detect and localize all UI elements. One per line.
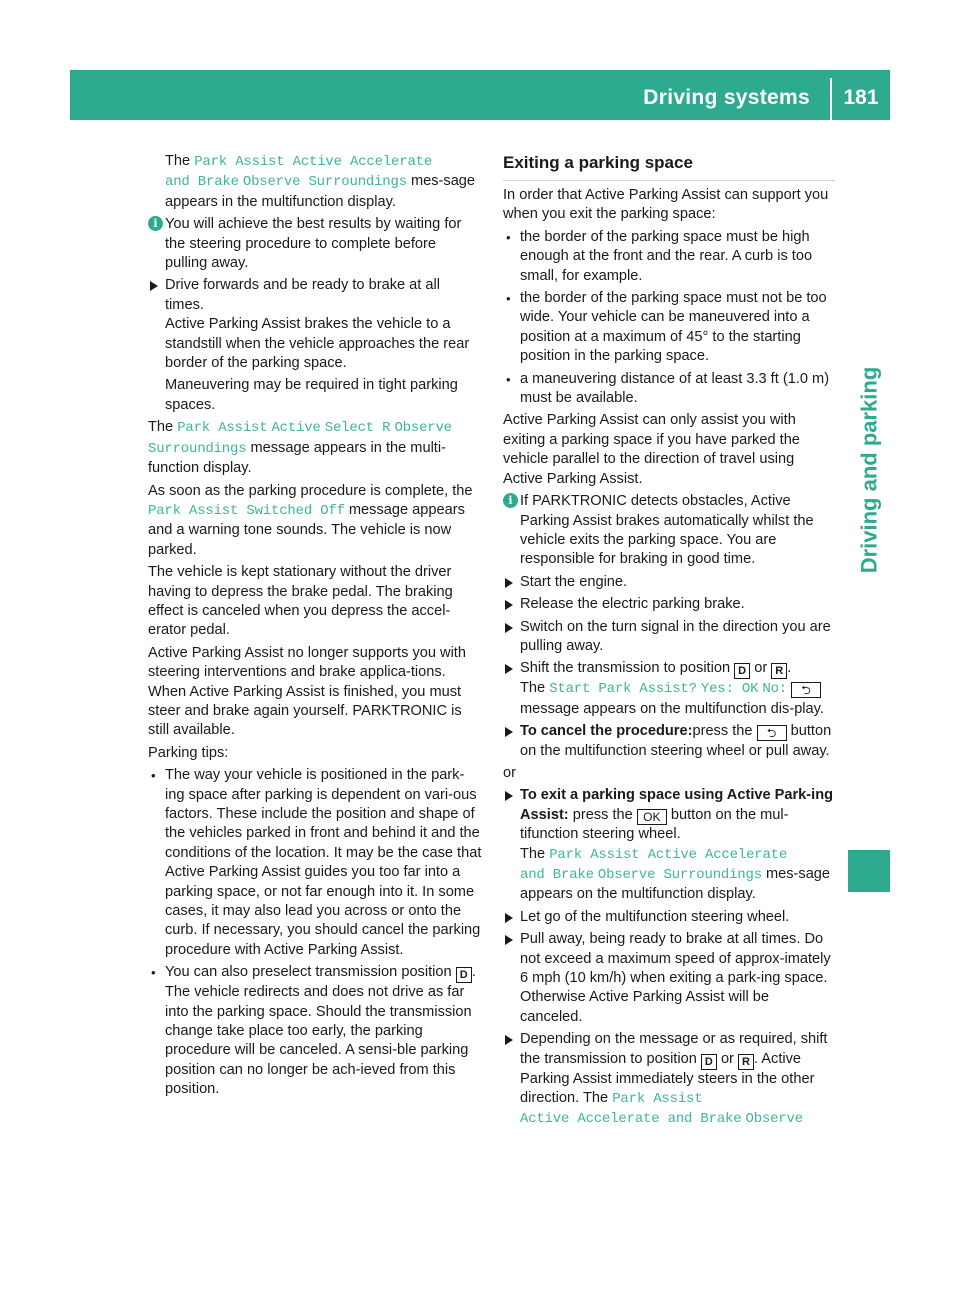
step-arrow-icon: [505, 935, 513, 945]
left-column: [148, 152, 482, 1103]
paragraph: Parking tips:: [148, 744, 229, 761]
section-title: Driving systems: [643, 86, 810, 109]
step: Depending on the message or as required, shift the transmission to position D or R . Active Parking Assist immediately steers in the other direction. The Park Assist Active Accelerate and Brake Observe: [503, 1030, 835, 1130]
paragraph: Active Parking Assist no longer supports you with steering interventions and brake applica-tions. When Active Parking Assist is finished, you must steer and brake again yourself. PARKTRONIC is still available.: [148, 644, 466, 739]
back-key-icon: ⮌: [791, 682, 821, 698]
page-number: 181: [843, 86, 879, 109]
info-note: i You will achieve the best results by waiting for the steering procedure to complete before pulling away.: [148, 215, 482, 273]
list-item: • the border of the parking space must not be too wide. Your vehicle can be maneuvered into a position at a maximum of 45° to the starting position in the parking space.: [503, 289, 835, 367]
paragraph: As soon as the parking procedure is complete, the Park Assist Switched Off message appears and a warning tone sounds. The vehicle is now parked.: [148, 482, 473, 558]
step-arrow-icon: [505, 1035, 513, 1045]
list-item: • The way your vehicle is positioned in the park-ing space after parking is dependent on vari-ous factors. These include the position and shape of the vehicles parked in front and behind it and the conditions of the location. It may be the case that Active Parking Assist guides you too far into a parking space, or not far enough into it. In some cases, it may also lead you across or onto the curb. If necessary, you should cancel the parking procedure with Active Parking Assist.: [148, 766, 482, 960]
paragraph: The Park Assist Active Select R Observe Surroundings message appears in the multi-function display.: [148, 419, 452, 477]
right-column: [503, 152, 835, 1133]
paragraph: In order that Active Parking Assist can support you when you exit the parking space:: [503, 187, 829, 223]
side-tab-marker: [848, 850, 890, 892]
section-heading: Exiting a parking space: [503, 152, 835, 181]
gear-d-key: D: [701, 1054, 717, 1070]
gear-r-key: R: [738, 1054, 754, 1070]
ok-key: OK: [637, 809, 667, 825]
gear-d-key: D: [734, 663, 750, 679]
gear-d-key: D: [456, 967, 472, 983]
step-arrow-icon: [505, 600, 513, 610]
step-arrow-icon: [505, 664, 513, 674]
step-arrow-icon: [505, 727, 513, 737]
step: Switch on the turn signal in the direction you are pulling away.: [503, 618, 835, 657]
info-icon: i: [148, 216, 163, 231]
step: To cancel the procedure:press the ⮌ button on the multifunction steering wheel or pull away.: [503, 722, 835, 761]
step-arrow-icon: [150, 281, 158, 291]
step: Release the electric parking brake.: [503, 595, 835, 614]
step: To exit a parking space using Active Park-ing Assist: press the OK button on the mul-tifunction steering wheel. The Park Assist Active Accelerate and Brake Observe Surroundings mes-sage appears on the multifunction display.: [503, 786, 835, 904]
gear-r-key: R: [771, 663, 787, 679]
step-arrow-icon: [505, 623, 513, 633]
list-item: • You can also preselect transmission position D . The vehicle redirects and does not drive as far into the parking space. Should the transmission change take place too early, the parking procedure will be canceled. A sensi-ble parking position can no longer be ach-ieved from this position.: [148, 963, 482, 1099]
step: Drive forwards and be ready to brake at all times. Active Parking Assist brakes the vehicle to a standstill when the vehicle approaches the rear border of the parking space.: [148, 276, 482, 373]
step-arrow-icon: [505, 913, 513, 923]
step: Start the engine.: [503, 573, 835, 592]
header-bar: [70, 70, 890, 120]
info-note: i If PARKTRONIC detects obstacles, Active Parking Assist brakes automatically whilst the vehicle exits the parking space. You are responsible for braking in good time.: [503, 492, 835, 570]
step: Let go of the multifunction steering wheel.: [503, 908, 835, 927]
paragraph: The Park Assist Active Accelerate and Brake Observe Surroundings mes-sage appears in the multifunction display.: [165, 153, 476, 210]
paragraph: Active Parking Assist can only assist you with exiting a parking space if you have parked the vehicle parallel to the direction of travel using Active Parking Assist.: [503, 412, 800, 487]
side-tab-label: Driving and parking: [856, 366, 882, 574]
back-key-icon: ⮌: [757, 725, 787, 741]
paragraph: The vehicle is kept stationary without the driver having to depress the brake pedal. The braking effect is canceled when you depress the accel-erator pedal.: [148, 564, 453, 639]
paragraph: or: [503, 764, 516, 781]
paragraph: Maneuvering may be required in tight parking spaces.: [165, 377, 458, 413]
step: Shift the transmission to position D or R . The Start Park Assist? Yes: OK No: ⮌ message appears on the multifunction dis-play.: [503, 659, 835, 719]
list-item: • the border of the parking space must be high enough at the front and the rear. A curb is too small, for example.: [503, 228, 835, 286]
info-icon: i: [503, 493, 518, 508]
step-arrow-icon: [505, 578, 513, 588]
step: Pull away, being ready to brake at all times. Do not exceed a maximum speed of approx-imately 6 mph (10 km/h) when exiting a park-ing space. Otherwise Active Parking Assist will be canceled.: [503, 930, 835, 1027]
step-arrow-icon: [505, 791, 513, 801]
list-item: • a maneuvering distance of at least 3.3 ft (1.0 m) must be available.: [503, 370, 835, 409]
